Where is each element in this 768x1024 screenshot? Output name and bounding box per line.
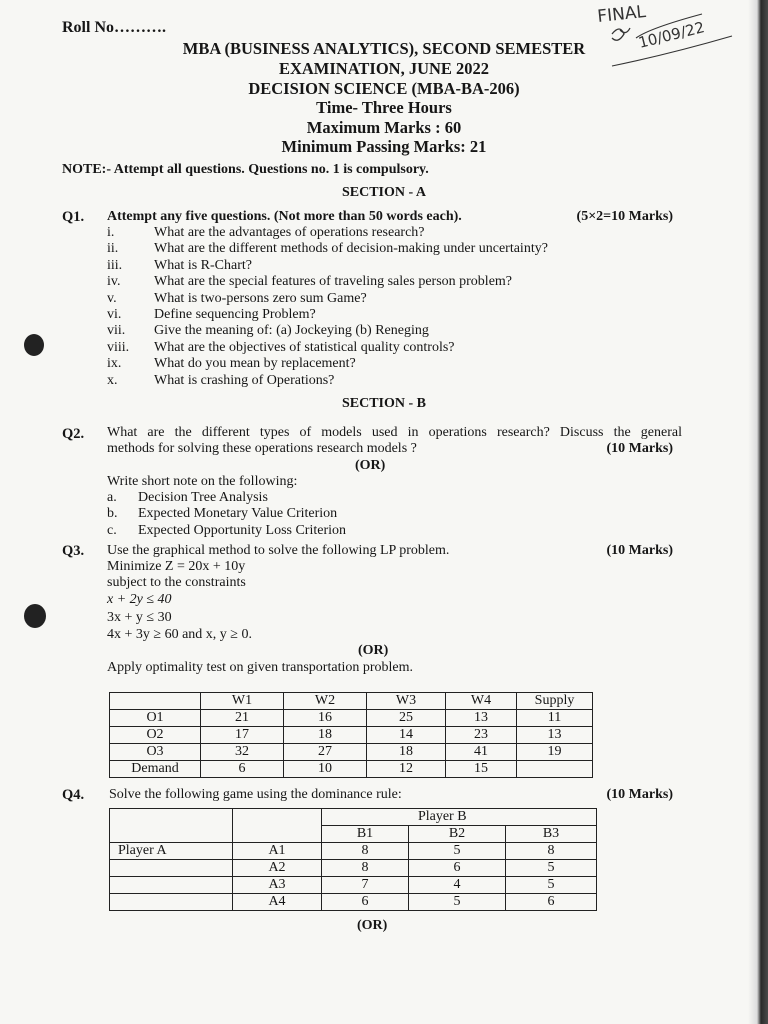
table-cell: 10 [284,761,367,778]
table-cell: 13 [517,727,593,744]
table-cell [110,877,233,894]
handwritten-date: 10/09/22 [636,18,707,52]
q1-number: Q1. [62,209,85,225]
table-cell: 5 [506,860,597,877]
list-item: c. Expected Opportunity Loss Criterion [107,522,347,538]
list-item: i. What are the advantages of operations research? [107,225,425,240]
table-cell: 18 [367,744,446,761]
table-cell: 17 [201,727,284,744]
lp-constraint-1: x + 2y ≤ 40 [107,592,172,607]
table-cell: 5 [506,877,597,894]
table-cell: Demand [110,761,201,778]
table-row [110,860,597,877]
q2-sub-list [107,490,346,539]
table-cell [110,809,233,843]
player-a-label: Player A [110,843,233,860]
table-cell: 5 [409,843,506,860]
table-cell: 4 [409,877,506,894]
table-cell [110,860,233,877]
table-row [110,693,593,710]
q3-optimality: Apply optimality test on given transportation problem. [107,660,414,675]
table-cell: B1 [322,826,409,843]
q1-marks: (5×2=10 Marks) [576,209,673,224]
program-title: MBA (BUSINESS ANALYTICS), SECOND SEMESTER [182,39,586,58]
table-cell: W3 [367,693,446,710]
q3-number: Q3. [62,543,85,559]
table-cell: 16 [284,710,367,727]
table-cell: W4 [446,693,517,710]
roll-number: Roll No………. [62,19,166,36]
table-cell: W2 [284,693,367,710]
table-cell: 7 [322,877,409,894]
player-b-label: Player B [409,809,597,826]
min-passing-marks: Minimum Passing Marks: 21 [281,137,487,156]
table-cell: W1 [201,693,284,710]
table-cell: 41 [446,744,517,761]
table-cell: 5 [409,894,506,911]
list-item: v. What is two-persons zero sum Game? [107,290,367,306]
course-title: DECISION SCIENCE (MBA-BA-206) [248,79,520,98]
table-cell: 13 [446,710,517,727]
table-cell: Supply [517,693,593,710]
q3-line1: Use the graphical method to solve the following LP problem. [107,543,450,558]
lp-constraint-3: 4x + 3y ≥ 60 and x, y ≥ 0. [107,627,252,642]
list-item: ix. What do you mean by replacement? [107,356,356,372]
table-cell: A4 [233,894,322,911]
table-row [110,809,597,826]
table-cell: 15 [446,761,517,778]
table-cell: 6 [322,894,409,911]
table-cell: A2 [233,860,322,877]
table-cell: 23 [446,727,517,744]
q1-heading: Attempt any five questions. (Not more than 50 words each). [107,209,462,224]
table-cell: 11 [517,710,593,727]
list-item: viii. What are the objectives of statistical quality controls? [107,339,455,355]
q2-marks: (10 Marks) [606,441,673,456]
punch-hole-top [24,334,44,356]
table-cell: B2 [409,826,506,843]
q4-or: (OR) [357,918,388,933]
list-item: vii. Give the meaning of: (a) Jockeying (b) Reneging [107,323,429,339]
table-cell: 32 [201,744,284,761]
list-item: ii. What are the different methods of decision-making under uncertainty? [107,241,548,257]
lp-subject-to: subject to the constraints [107,575,246,590]
punch-hole-bottom [24,604,46,628]
q4-number: Q4. [62,787,85,803]
table-cell: A1 [233,843,322,860]
list-item: iv. What are the special features of traveling sales person problem? [107,274,513,290]
list-item: a. Decision Tree Analysis [107,490,268,505]
game-table [109,808,597,911]
table-cell: O1 [110,710,201,727]
table-cell: 8 [322,843,409,860]
table-cell: 21 [201,710,284,727]
section-a-title: SECTION - A [341,185,427,200]
table-row [110,744,593,761]
table-cell: 14 [367,727,446,744]
list-item: vi. Define sequencing Problem? [107,307,316,323]
lp-objective: Minimize Z = 20x + 10y [107,559,246,574]
table-cell [110,894,233,911]
q1-list [107,225,548,389]
table-cell: B3 [506,826,597,843]
table-cell: 27 [284,744,367,761]
list-item: b. Expected Monetary Value Criterion [107,506,338,522]
q3-or: (OR) [358,643,389,658]
transportation-table [109,692,593,778]
q2-number: Q2. [62,426,85,442]
table-cell: 8 [506,843,597,860]
table-row [110,710,593,727]
table-cell: 6 [201,761,284,778]
exam-note: NOTE:- Attempt all questions. Questions no. 1 is compulsory. [62,162,429,177]
lp-constraint-2: 3x + y ≤ 30 [107,610,172,625]
table-cell: 18 [284,727,367,744]
table-cell: 6 [506,894,597,911]
handwritten-word: FINAL [596,2,647,27]
time-line: Time- Three Hours [316,98,452,117]
q2-or: (OR) [355,458,386,473]
list-item: iii. What is R-Chart? [107,257,252,273]
table-cell [322,809,409,826]
exam-title: EXAMINATION, JUNE 2022 [278,59,490,78]
table-cell: 19 [517,744,593,761]
table-cell: A3 [233,877,322,894]
q3-marks: (10 Marks) [606,543,673,558]
q4-line1: Solve the following game using the dominance rule: [109,787,402,802]
table-cell: 12 [367,761,446,778]
table-cell [110,693,201,710]
table-cell [233,809,322,843]
q4-marks: (10 Marks) [606,787,673,802]
table-cell: 6 [409,860,506,877]
list-item: x. What is crashing of Operations? [107,372,335,388]
max-marks: Maximum Marks : 60 [306,118,462,137]
table-cell: 25 [367,710,446,727]
table-cell: 8 [322,860,409,877]
table-cell [517,761,593,778]
table-row [110,877,597,894]
table-row [110,894,597,911]
q2-line2: methods for solving these operations research models ? [107,441,417,456]
table-cell: O3 [110,744,201,761]
section-b-title: SECTION - B [341,396,427,411]
table-row [110,761,593,778]
table-cell: O2 [110,727,201,744]
table-row [110,843,597,860]
q2-line1: What are the different types of models used in operations research? Discuss the general [107,425,682,440]
q2-short-note: Write short note on the following: [107,474,298,489]
table-row [110,727,593,744]
